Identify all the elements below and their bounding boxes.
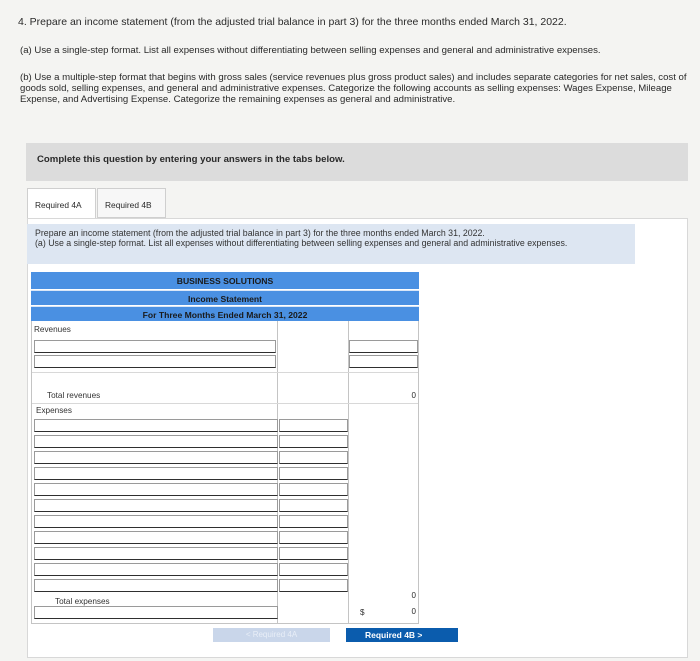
expense-amount-input-11[interactable] [279, 579, 348, 592]
question-title: 4. Prepare an income statement (from the adjusted trial balance in part 3) for the three months ended March 31, 2022. [18, 16, 567, 28]
previous-tab-button[interactable]: < Required 4A [213, 628, 330, 642]
instructions-line2: (a) Use a single-step format. List all expenses without differentiating between selling expenses and general and administrative expenses. [35, 238, 568, 248]
total-expenses-label: Total expenses [55, 597, 110, 606]
total-revenues-label: Total revenues [47, 391, 101, 400]
net-income-value: 0 [411, 607, 416, 616]
total-expenses-value: 0 [411, 591, 416, 600]
expense-account-input-7[interactable] [34, 515, 278, 528]
expense-account-input-1[interactable] [34, 419, 278, 432]
expense-account-input-6[interactable] [34, 499, 278, 512]
expense-amount-input-9[interactable] [279, 547, 348, 560]
question-part-b: (b) Use a multiple-step format that begins with gross sales (service revenues plus gross product sales) and includes separate categories for net sales, cost of goods sold, selling expenses, and general and administrative expenses. Categorize the following accounts as selling expenses: Wages Expense, Mileage Expense, and Advertising Expense. Categorize the remaining expenses as general and administrative. [20, 72, 687, 105]
total-revenues-value: 0 [411, 391, 416, 400]
revenue-account-input-2[interactable] [34, 355, 276, 368]
grid-row-line [32, 403, 418, 404]
next-tab-button[interactable]: Required 4B > [346, 628, 458, 642]
net-currency-symbol: $ [360, 608, 365, 617]
grid-row-line [32, 372, 418, 373]
expense-amount-input-3[interactable] [279, 451, 348, 464]
expense-amount-input-7[interactable] [279, 515, 348, 528]
instructions-line1: Prepare an income statement (from the adjusted trial balance in part 3) for the three months ended March 31, 2022. [35, 228, 485, 238]
revenue-amount-input-1[interactable] [349, 340, 418, 353]
statement-period: For Three Months Ended March 31, 2022 [31, 306, 419, 321]
expenses-label: Expenses [36, 406, 72, 415]
revenue-account-input-1[interactable] [34, 340, 276, 353]
revenues-label: Revenues [34, 325, 71, 334]
instructions-box [27, 224, 635, 264]
expense-amount-input-1[interactable] [279, 419, 348, 432]
question-part-a: (a) Use a single-step format. List all expenses without differentiating between selling expenses and general and administrative expenses. [20, 45, 601, 56]
tab-required-4b[interactable]: Required 4B [97, 188, 166, 218]
expense-account-input-2[interactable] [34, 435, 278, 448]
revenue-amount-input-2[interactable] [349, 355, 418, 368]
expense-account-input-3[interactable] [34, 451, 278, 464]
expense-account-input-4[interactable] [34, 467, 278, 480]
expense-account-input-9[interactable] [34, 547, 278, 560]
company-name: BUSINESS SOLUTIONS [31, 272, 419, 289]
expense-amount-input-8[interactable] [279, 531, 348, 544]
expense-amount-input-5[interactable] [279, 483, 348, 496]
tab-required-4a[interactable]: Required 4A [27, 188, 96, 218]
expense-amount-input-2[interactable] [279, 435, 348, 448]
expense-amount-input-10[interactable] [279, 563, 348, 576]
expense-amount-input-4[interactable] [279, 467, 348, 480]
net-income-label-input[interactable] [34, 606, 278, 619]
expense-account-input-11[interactable] [34, 579, 278, 592]
complete-banner: Complete this question by entering your answers in the tabs below. [26, 143, 688, 181]
expense-account-input-5[interactable] [34, 483, 278, 496]
expense-account-input-10[interactable] [34, 563, 278, 576]
expense-account-input-8[interactable] [34, 531, 278, 544]
statement-title: Income Statement [31, 290, 419, 305]
expense-amount-input-6[interactable] [279, 499, 348, 512]
